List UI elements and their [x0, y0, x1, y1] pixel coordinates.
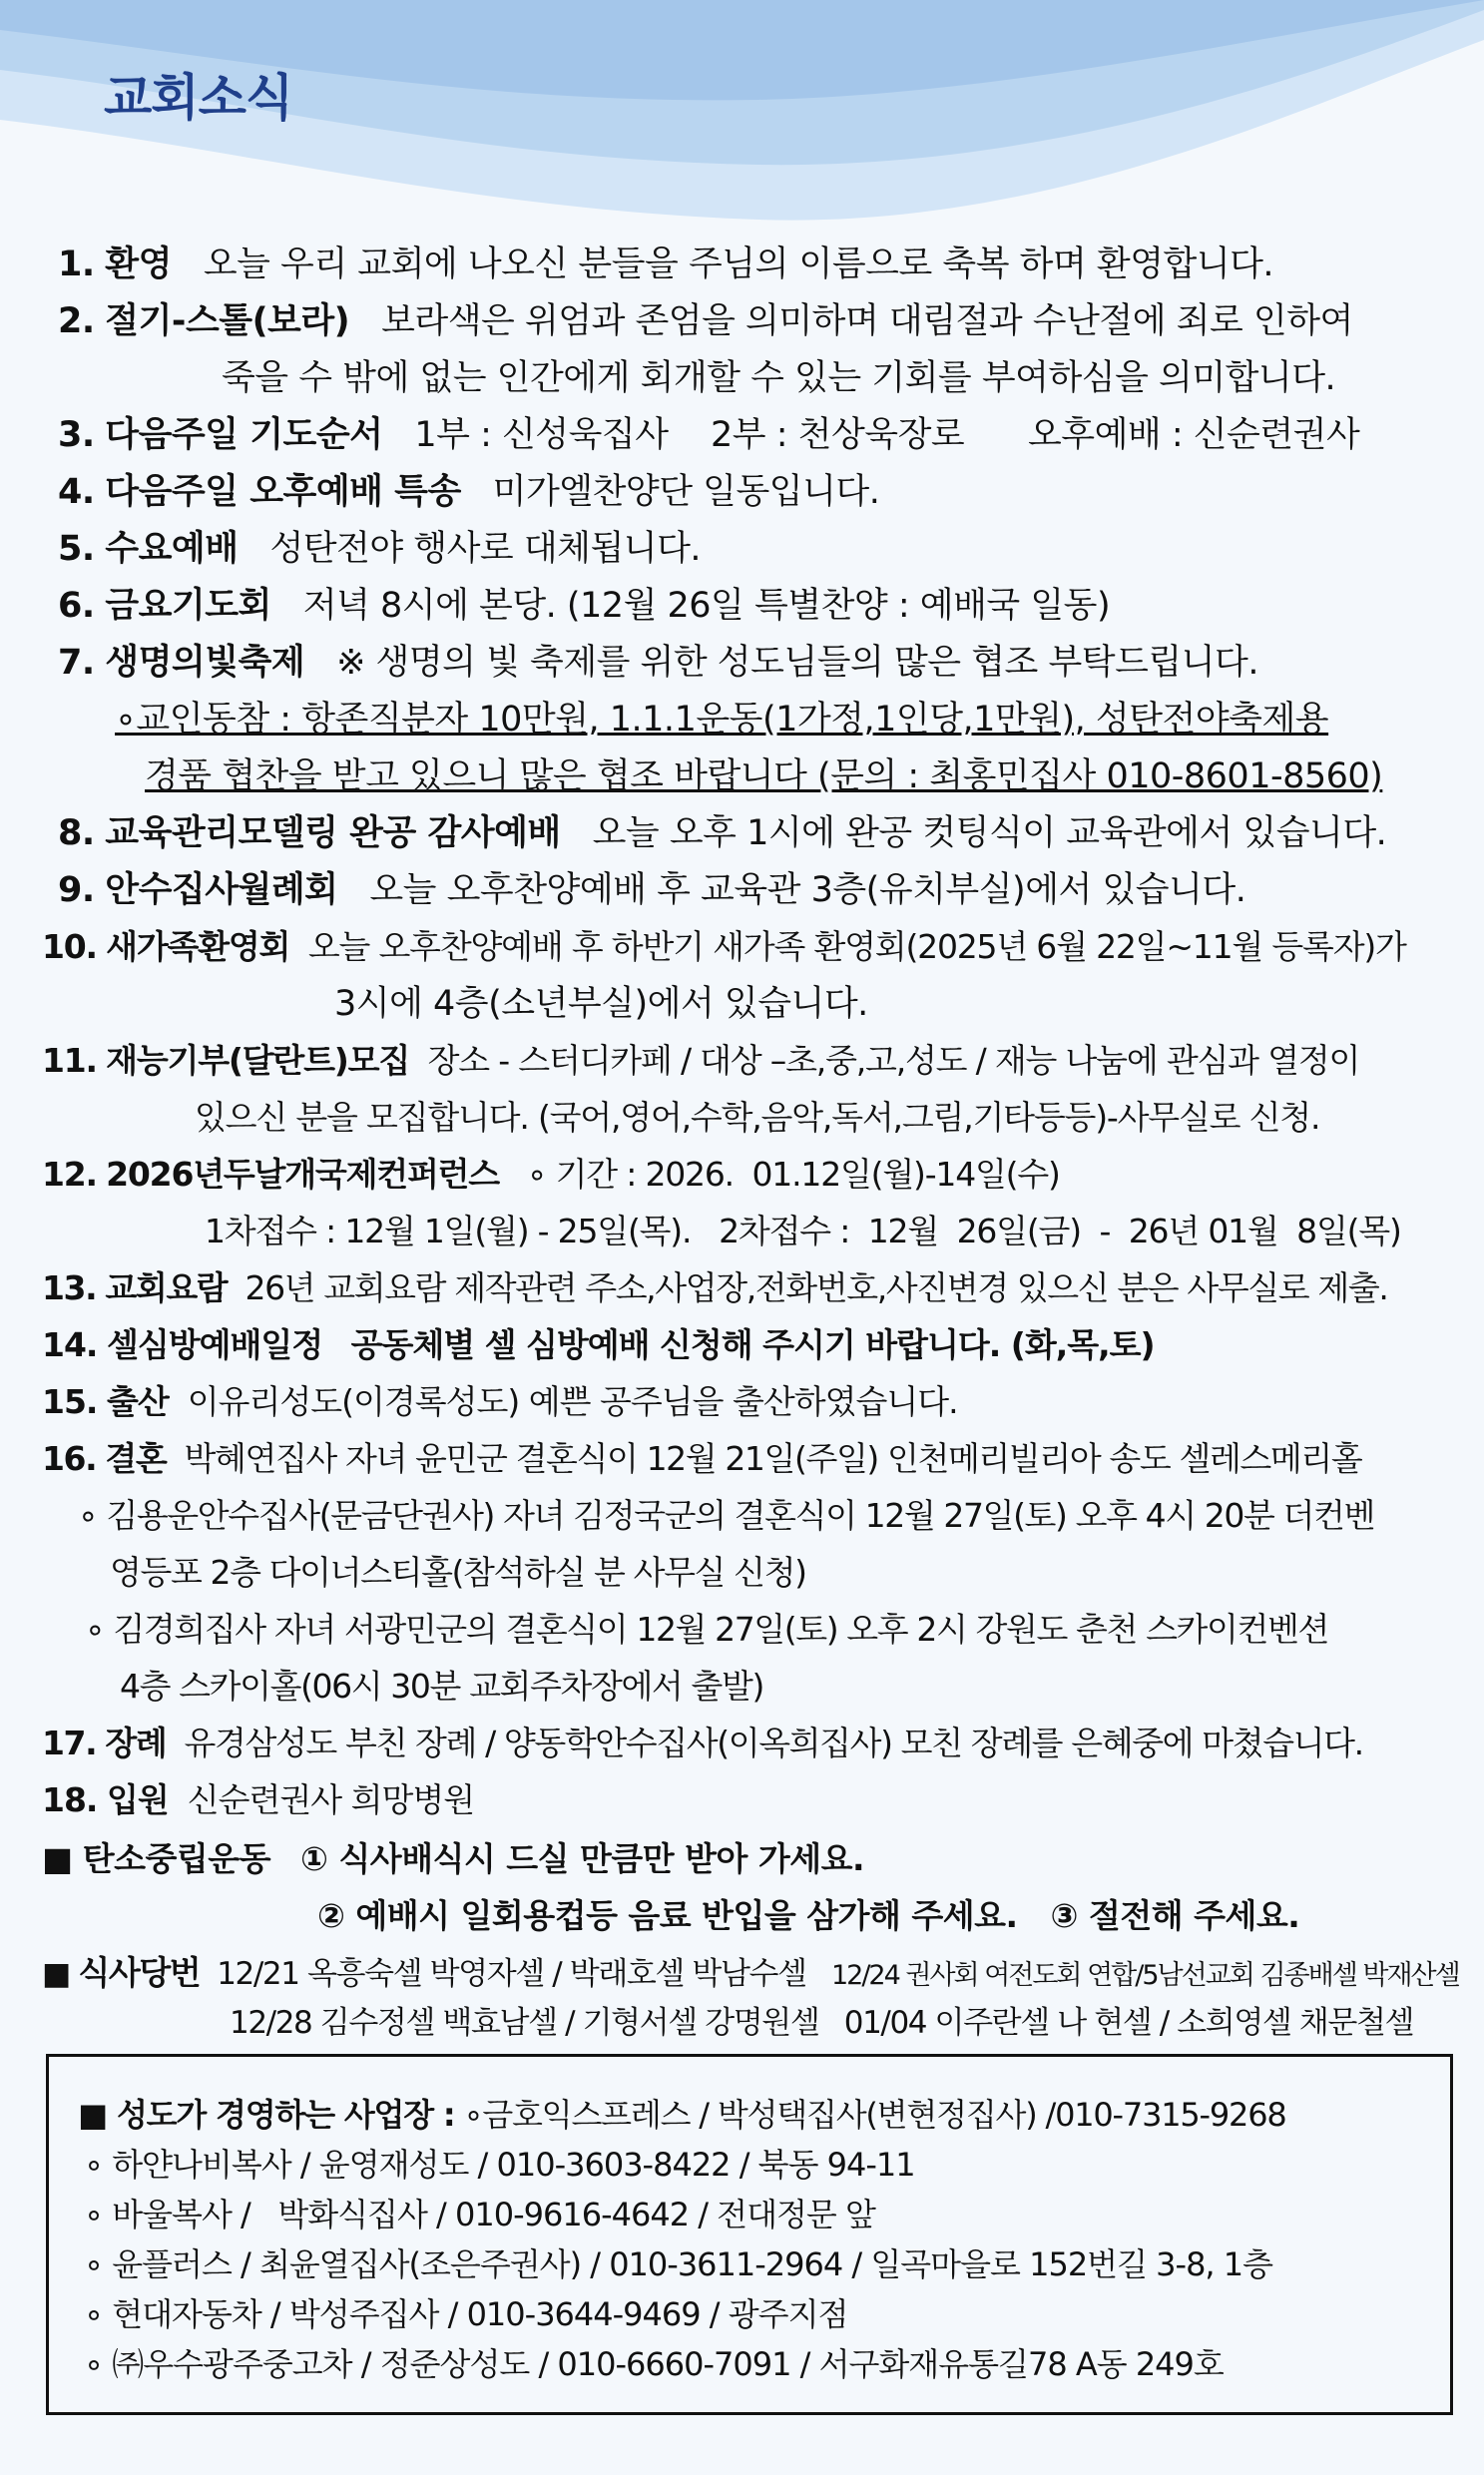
business-entry: ∘ 하얀나비복사 / 윤영재성도 / 010-3603-8422 / 북동 94-11	[84, 2146, 915, 2184]
notice-continuation: 1차접수 : 12월 1일(월) - 25일(목). 2차접수 : 12월 26일(금) - 26년 01월 8일(목)	[205, 1212, 1401, 1250]
meal-duty-line: 01/04 이주란셀 나 현셀 / 소희영셀 채문철셀	[843, 2005, 1414, 2041]
notice-text: 미가엘찬양단 일동입니다.	[492, 472, 880, 512]
notice-text: 오늘 오후 1시에 완공 컷팅식이 교육관에서 있습니다.	[592, 813, 1387, 853]
notice-text: 장소 - 스터디카페 / 대상 –초,중,고,성도 / 재능 나눔에 관심과 열정이	[427, 1041, 1360, 1080]
notice-title: 셀심방예배일정	[106, 1325, 323, 1364]
notice-text: ∘ 기간 : 2026. 01.12일(월)-14일(수)	[526, 1155, 1060, 1194]
notice-text: 저녁 8시에 본당. (12월 26일 특별찬양 : 예배국 일동)	[302, 586, 1111, 626]
business-entry: ∘ ㈜우수광주중고차 / 정준상성도 / 010-6660-7091 / 서구화재유통길78 A동 249호	[84, 2345, 1224, 2383]
notice-text: 오늘 오후찬양예배 후 하반기 새가족 환영회(2025년 6월 22일~11월 등록자)가	[307, 927, 1406, 966]
notice-title: 다음주일 오후예배 특송	[105, 472, 461, 512]
notice-text: 박혜연집사 자녀 윤민군 결혼식이 12월 21일(주일) 인천메리빌리아 송도 셀레스메리홀	[184, 1439, 1362, 1478]
business-title: ■ 성도가 경영하는 사업장 :	[78, 2096, 455, 2134]
notice-title: 생명의빛축제	[105, 643, 305, 683]
business-header	[78, 2090, 1286, 2140]
notice-item-13: 13. 교회요람 26년 교회요람 제작관련 주소,사업장,전화번호,사진변경 있으신 분은 사무실로 제출.	[42, 1268, 1388, 1307]
notice-text: 보라색은 위엄과 존엄을 의미하며 대림절과 수난절에 죄로 인하여	[381, 301, 1353, 341]
notice-text: 신순련권사 희망병원	[187, 1780, 475, 1819]
notice-item-11: 11. 재능기부(달란트)모집 장소 - 스터디카페 / 대상 –초,중,고,성도 / 재능 나눔에 관심과 열정이	[42, 1041, 1360, 1080]
notice-item-12: 12. 2026년두날개국제컨퍼런스 ∘ 기간 : 2026. 01.12일(월)-14일(수)	[42, 1155, 1060, 1194]
square-bullet-icon: ■	[42, 1839, 73, 1878]
notice-subline: ∘ 김경희집사 자녀 서광민군의 결혼식이 12월 27일(토) 오후 2시 강원도 춘천 스카이컨벤션	[85, 1610, 1328, 1649]
notice-text: 오늘 오후찬양예배 후 교육관 3층(유치부실)에서 있습니다.	[369, 870, 1246, 910]
notice-title: 수요예배	[105, 529, 239, 569]
notice-title: 교회요람	[105, 1268, 228, 1307]
notice-title: 다음주일 기도순서	[105, 415, 383, 455]
notice-title: 출산	[106, 1382, 169, 1421]
notice-text: 유경삼성도 부친 장례 / 양동학안수집사(이옥희집사) 모친 장례를 은혜중에 마쳤습니다.	[184, 1724, 1363, 1762]
notice-subline: ∘ 김용운안수집사(문금단권사) 자녀 김정국군의 결혼식이 12월 27일(토) 오후 4시 20분 더컨벤	[78, 1496, 1374, 1535]
notice-subline: ∘교인동참 : 항존직분자 10만원, 1.1.1운동(1가정,1인당,1만원), 성탄전야축제용	[115, 700, 1329, 740]
meal-duty-line: 12/28 김수정셀 백효남셀 / 기형서셀 강명원셀	[230, 2005, 819, 2041]
notice-item-2: 2. 절기-스톨(보라) 보라색은 위엄과 존엄을 의미하며 대림절과 수난절에 죄로 인하여	[58, 301, 1353, 341]
notice-item-4: 4. 다음주일 오후예배 특송 미가엘찬양단 일동입니다.	[58, 472, 880, 512]
notice-title: 새가족환영회	[106, 927, 290, 966]
notice-item-8: 8. 교육관리모델링 완공 감사예배 오늘 오후 1시에 완공 컷팅식이 교육관에서 있습니다.	[58, 813, 1387, 853]
notice-subline: 4층 스카이홀(06시 30분 교회주차장에서 출발)	[120, 1667, 763, 1706]
notice-item-6: 6. 금요기도회 저녁 8시에 본당. (12월 26일 특별찬양 : 예배국 일동)	[58, 586, 1111, 626]
meal-duty-line: 12/21 옥흥숙셀 박영자셀 / 박래호셀 박남수셀	[217, 1956, 806, 1992]
notice-title: 안수집사월례회	[105, 870, 338, 910]
notice-text: 1부 : 신성욱집사 2부 : 천상욱장로 오후예배 : 신순련권사	[414, 415, 1360, 455]
notice-item-16: 16. 결혼 박혜연집사 자녀 윤민군 결혼식이 12월 21일(주일) 인천메리빌리아 송도 셀레스메리홀	[42, 1439, 1362, 1478]
carbon-line: ② 예배시 일회용컵등 음료 반입을 삼가해 주세요. ③ 절전해 주세요.	[317, 1896, 1300, 1935]
notice-subline: 경품 협찬을 받고 있으니 많은 협조 바랍니다 (문의 : 최홍민집사 010-8601-8560)	[145, 756, 1383, 796]
business-entry: ∘ 현대자동차 / 박성주집사 / 010-3644-9469 / 광주지점	[84, 2295, 848, 2333]
notice-text: ※ 생명의 빛 축제를 위한 성도님들의 많은 협조 부탁드립니다.	[336, 643, 1258, 683]
notice-continuation: 죽을 수 밖에 없는 인간에게 회개할 수 있는 기회를 부여하심을 의미합니다.	[222, 358, 1336, 398]
meal-duty-title: 식사당번	[78, 1953, 201, 1992]
square-bullet-icon: ■	[42, 1956, 70, 1992]
notice-item-15: 15. 출산 이유리성도(이경록성도) 예쁜 공주님을 출산하였습니다.	[42, 1382, 958, 1421]
notice-item-14: 14. 셀심방예배일정 공동체별 셀 심방예배 신청해 주시기 바랍니다. (화,목,토)	[42, 1325, 1155, 1364]
business-entry: ∘ 윤플러스 / 최윤열집사(조은주권사) / 010-3611-2964 / 일곡마을로 152번길 3-8, 1층	[84, 2245, 1273, 2283]
carbon-line: ① 식사배식시 드실 만큼만 받아 가세요.	[299, 1839, 865, 1878]
notice-title: 교육관리모델링 완공 감사예배	[105, 813, 561, 853]
notice-text: 공동체별 셀 심방예배 신청해 주시기 바랍니다. (화,목,토)	[350, 1325, 1155, 1364]
notice-item-1: 1. 환영 오늘 우리 교회에 나오신 분들을 주님의 이름으로 축복 하며 환영합니다.	[58, 245, 1274, 284]
meal-duty-section	[230, 1998, 1413, 2048]
meal-duty-section	[42, 1948, 1459, 2001]
notice-text: 성탄전야 행사로 대체됩니다.	[269, 529, 702, 569]
notice-title: 환영	[105, 245, 172, 284]
notice-continuation: 3시에 4층(소년부실)에서 있습니다.	[334, 984, 868, 1024]
notice-title: 금요기도회	[105, 586, 271, 626]
notice-title: 2026년두날개국제컨퍼런스	[106, 1155, 499, 1194]
notice-title: 장례	[105, 1724, 167, 1762]
notice-title: 입원	[106, 1780, 169, 1819]
notice-title: 결혼	[105, 1439, 167, 1478]
notice-item-9: 9. 안수집사월례회 오늘 오후찬양예배 후 교육관 3층(유치부실)에서 있습니다.	[58, 870, 1246, 910]
business-entry: ∘금호익스프레스 / 박성택집사(변현정집사) /010-7315-9268	[463, 2096, 1286, 2134]
business-entry: ∘ 바울복사 / 박화식집사 / 010-9616-4642 / 전대정문 앞	[84, 2196, 875, 2233]
notice-title: 재능기부(달란트)모집	[106, 1041, 410, 1080]
notice-item-3: 3. 다음주일 기도순서 1부 : 신성욱집사 2부 : 천상욱장로 오후예배 : 신순련권사	[58, 415, 1360, 455]
meal-duty-line: 12/24 권사회 여전도회 연합/5남선교회 김종배셀 박재산셀	[830, 1960, 1459, 1991]
notice-item-10: 10. 새가족환영회 오늘 오후찬양예배 후 하반기 새가족 환영회(2025년 6월 22일~11월 등록자)가	[42, 927, 1406, 966]
notice-item-5: 5. 수요예배 성탄전야 행사로 대체됩니다.	[58, 529, 702, 569]
notice-text: 26년 교회요람 제작관련 주소,사업장,전화번호,사진변경 있으신 분은 사무실로 제출.	[245, 1268, 1388, 1307]
notice-text: 오늘 우리 교회에 나오신 분들을 주님의 이름으로 축복 하며 환영합니다.	[203, 245, 1274, 284]
notice-continuation: 있으신 분을 모집합니다. (국어,영어,수학,음악,독서,그림,기타등등)-사무실로 신청.	[195, 1098, 1320, 1137]
carbon-title: 탄소중립운동	[82, 1839, 270, 1878]
notice-item-18: 18. 입원 신순련권사 희망병원	[42, 1780, 475, 1819]
page-title: 교회소식	[104, 69, 293, 127]
notice-item-7: 7. 생명의빛축제 ※ 생명의 빛 축제를 위한 성도님들의 많은 협조 부탁드립니다.	[58, 643, 1258, 683]
carbon-section	[42, 1834, 864, 1884]
notice-item-17: 17. 장례 유경삼성도 부친 장례 / 양동학안수집사(이옥희집사) 모친 장례를 은혜중에 마쳤습니다.	[42, 1724, 1363, 1762]
notice-title: 절기-스톨(보라)	[105, 301, 350, 341]
notice-subline: 영등포 2층 다이너스티홀(참석하실 분 사무실 신청)	[110, 1553, 806, 1592]
notice-text: 이유리성도(이경록성도) 예쁜 공주님을 출산하였습니다.	[187, 1382, 958, 1421]
